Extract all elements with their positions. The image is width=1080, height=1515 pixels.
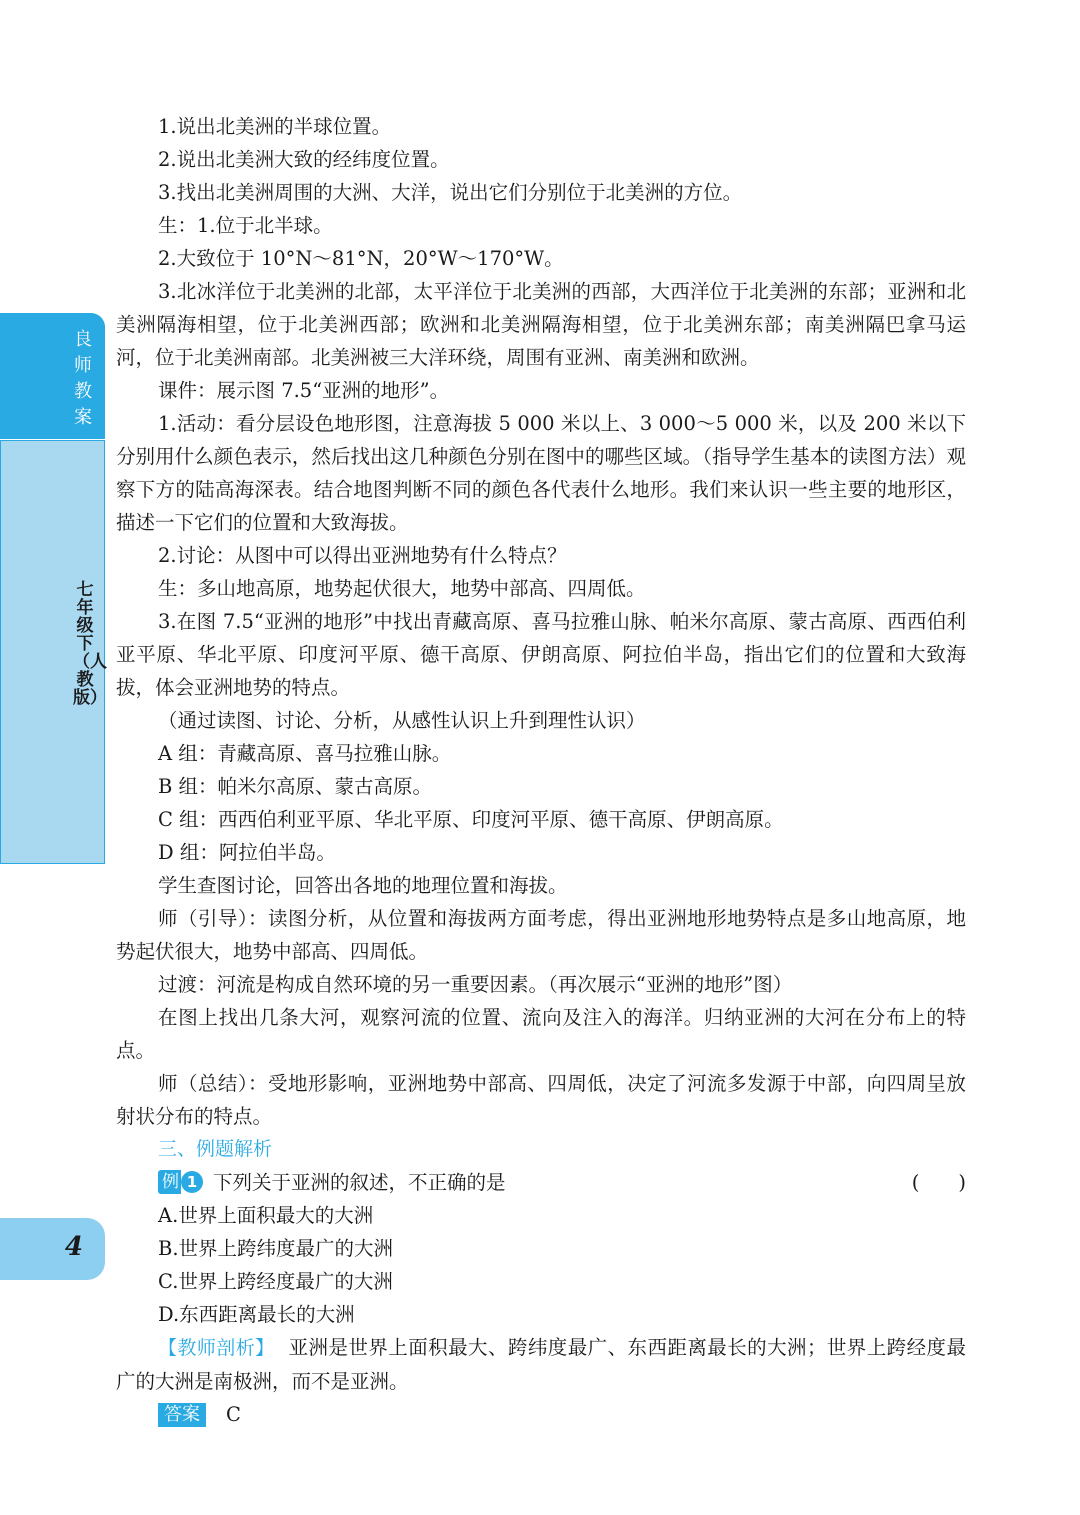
example-number: 1	[181, 1171, 203, 1193]
analysis-label: 【教师剖析】	[158, 1337, 275, 1359]
text-paragraph: 师（引导）：读图分析，从位置和海拔两方面考虑，得出亚洲地形地势特点是多山地高原，地势起伏很大，地势中部高、四周低。	[116, 907, 966, 963]
analysis-text: 亚洲是世界上面积最大、跨纬度最广、东西距离最长的大洲；世界上跨经度最广的大洲是南极洲，而不是亚洲。	[116, 1336, 966, 1393]
text-line: 1.说出北美洲的半球位置。	[158, 115, 392, 138]
group-line: D 组：阿拉伯半岛。	[158, 841, 336, 864]
text-line: 在图上找出几条大河，观察河流的位置、流向及注入的海洋。归纳亚洲的大河在分布上的特点。	[116, 1006, 966, 1062]
example-badge: 例	[158, 1170, 181, 1194]
option-a: A.世界上面积最大的大洲	[158, 1204, 374, 1227]
option-d: D.东西距离最长的大洲	[158, 1303, 355, 1326]
answer-row	[116, 1398, 966, 1431]
example-question-text: 下列关于亚洲的叙述，不正确的是	[213, 1171, 506, 1194]
sidebar-series-label: 良师教案	[74, 329, 92, 428]
text-line: 生：多山地高原，地势起伏很大，地势中部高、四周低。	[158, 577, 646, 600]
text-line: 过渡：河流是构成自然环境的另一重要因素。（再次展示“亚洲的地形”图）	[158, 973, 793, 996]
text-line: 学生查图讨论，回答出各地的地理位置和海拔。	[158, 874, 568, 897]
text-line: 2.讨论：从图中可以得出亚洲地势有什么特点？	[158, 544, 567, 567]
sidebar-tab-series	[0, 313, 105, 439]
text-line: （通过读图、讨论、分析，从感性认识上升到理性认识）	[158, 709, 646, 732]
page-number: 4	[64, 1232, 83, 1262]
option-c: C.世界上跨经度最广的大洲	[158, 1270, 393, 1293]
text-paragraph: 1.活动：看分层设色地形图，注意海拔 5 000 米以上、3 000～5 000 米，以及 200 米以下分别用什么颜色表示，然后找出这几种颜色分别在图中的哪些区域。（指导学生基本的读图方法）观察下方的陆高海深表。结合地图判断不同的颜色各代表什么地形。我们来认识一些主要的地形区，描述一下它们的位置和大致海拔。	[116, 412, 966, 534]
teacher-analysis	[116, 1331, 966, 1398]
answer-blank: ( )	[911, 1171, 966, 1194]
text-line: 2.大致位于 10°N～81°N，20°W～170°W。	[158, 247, 564, 270]
answer-label: 答案	[158, 1403, 206, 1427]
sidebar-grade-label: 七年级下（人教版）	[73, 580, 107, 708]
text-line: 课件：展示图 7.5“亚洲的地形”。	[158, 379, 450, 402]
example-question	[116, 1166, 966, 1199]
group-line: A 组：青藏高原、喜马拉雅山脉。	[158, 742, 452, 765]
group-line: C 组：西西伯利亚平原、华北平原、印度河平原、德干高原、伊朗高原。	[158, 808, 784, 831]
section-heading: 三、例题解析	[158, 1138, 273, 1160]
sidebar-tab-grade	[0, 440, 105, 864]
text-paragraph: 师（总结）：受地形影响，亚洲地势中部高、四周低，决定了河流多发源于中部，向四周呈放射状分布的特点。	[116, 1072, 966, 1128]
text-line: 2.说出北美洲大致的经纬度位置。	[158, 148, 450, 171]
text-paragraph: 3.北冰洋位于北美洲的北部，太平洋位于北美洲的西部，大西洋位于北美洲的东部；亚洲和北美洲隔海相望，位于北美洲西部；欧洲和北美洲隔海相望，位于北美洲东部；南美洲隔巴拿马运河，位于北美洲南部。北美洲被三大洋环绕，周围有亚洲、南美洲和欧洲。	[116, 280, 966, 369]
answer-value: C	[226, 1403, 241, 1426]
text-line: 3.找出北美洲周围的大洲、大洋，说出它们分别位于北美洲的方位。	[158, 181, 743, 204]
text-line: 生：1.位于北半球。	[158, 214, 333, 237]
group-line: B 组：帕米尔高原、蒙古高原。	[158, 775, 433, 798]
text-paragraph: 3.在图 7.5“亚洲的地形”中找出青藏高原、喜马拉雅山脉、帕米尔高原、蒙古高原、西西伯利亚平原、华北平原、印度河平原、德干高原、伊朗高原、阿拉伯半岛，指出它们的位置和大致海拔，体会亚洲地势的特点。	[116, 610, 966, 699]
option-b: B.世界上跨纬度最广的大洲	[158, 1237, 394, 1260]
lesson-content	[116, 110, 966, 1431]
page-number-tab	[0, 1218, 105, 1280]
